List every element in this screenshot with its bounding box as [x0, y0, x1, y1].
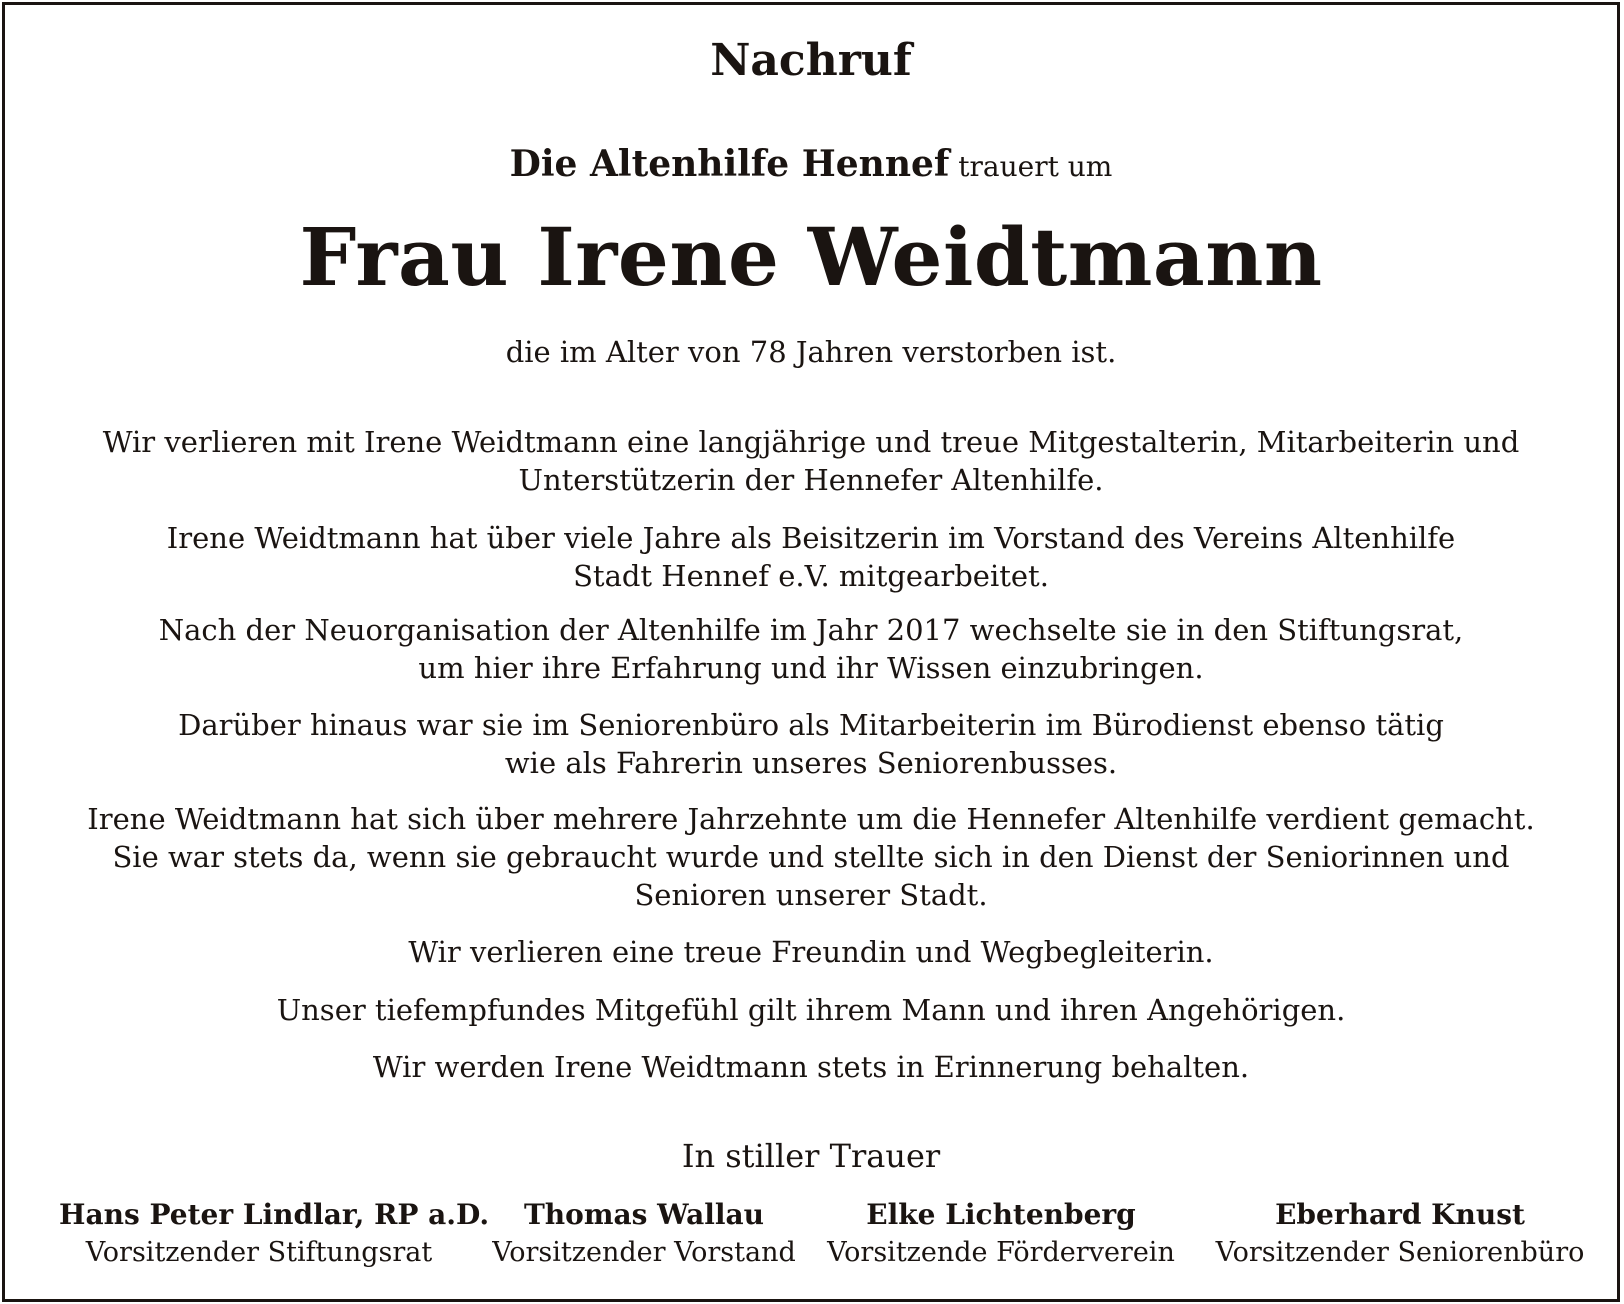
signatory-name: Hans Peter Lindlar, RP a.D. [59, 1198, 490, 1231]
organization-name: Die Altenhilfe Hennef [509, 143, 950, 185]
signatory-role: Vorsitzender Vorstand [492, 1237, 796, 1268]
obituary-frame [2, 2, 1620, 1302]
paragraph-line: Sie war stets da, wenn sie gebraucht wurde und stellte sich in den Dienst der Seniorinnen und [112, 840, 1510, 874]
signatory-name: Eberhard Knust [1275, 1198, 1525, 1231]
signatory-name: Elke Lichtenberg [866, 1198, 1136, 1231]
signatory-name: Thomas Wallau [523, 1198, 765, 1231]
paragraph-line: Wir werden Irene Weidtmann stets in Erinnerung behalten. [372, 1050, 1250, 1084]
paragraph-line: Senioren unserer Stadt. [634, 878, 988, 912]
deceased-name: Frau Irene Weidtmann [299, 210, 1323, 304]
paragraph-line: Unterstützerin der Hennefer Altenhilfe. [518, 463, 1104, 497]
paragraph-line: Wir verlieren mit Irene Weidtmann eine langjährige und treue Mitgestalterin, Mitarbeiterin und [102, 425, 1520, 459]
heading: Nachruf [710, 35, 912, 86]
paragraph-line: Stadt Hennef e.V. mitgearbeitet. [573, 559, 1049, 593]
signatory [444, 1198, 844, 1268]
closing-line: In stiller Trauer [681, 1137, 941, 1175]
intro-rest: trauert um [949, 150, 1113, 183]
paragraph-line: Wir verlieren eine treue Freundin und Wegbegleiterin. [408, 935, 1214, 969]
intro-line [5, 143, 1617, 185]
signatory [59, 1198, 490, 1268]
paragraph-line: Darüber hinaus war sie im Seniorenbüro als Mitarbeiterin im Bürodienst ebenso tätig [178, 708, 1444, 742]
signatory [1200, 1198, 1600, 1268]
paragraph-line: Nach der Neuorganisation der Altenhilfe im Jahr 2017 wechselte sie in den Stiftungsrat, [158, 613, 1464, 647]
signatory [801, 1198, 1201, 1268]
paragraph-line: Irene Weidtmann hat über viele Jahre als Beisitzerin im Vorstand des Vereins Altenhilfe [166, 521, 1456, 555]
paragraph-line: Unser tiefempfundes Mitgefühl gilt ihrem Mann und ihren Angehörigen. [276, 993, 1346, 1027]
signatory-role: Vorsitzende Förderverein [827, 1237, 1175, 1268]
signatory-role: Vorsitzender Stiftungsrat [85, 1237, 433, 1268]
paragraph-line: um hier ihre Erfahrung und ihr Wissen einzubringen. [418, 651, 1204, 685]
paragraph-line: wie als Fahrerin unseres Seniorenbusses. [504, 746, 1118, 780]
age-line: die im Alter von 78 Jahren verstorben ist. [505, 335, 1117, 369]
signatory-role: Vorsitzender Seniorenbüro [1215, 1237, 1585, 1268]
paragraph-line: Irene Weidtmann hat sich über mehrere Jahrzehnte um die Hennefer Altenhilfe verdient gemacht. [87, 802, 1535, 836]
